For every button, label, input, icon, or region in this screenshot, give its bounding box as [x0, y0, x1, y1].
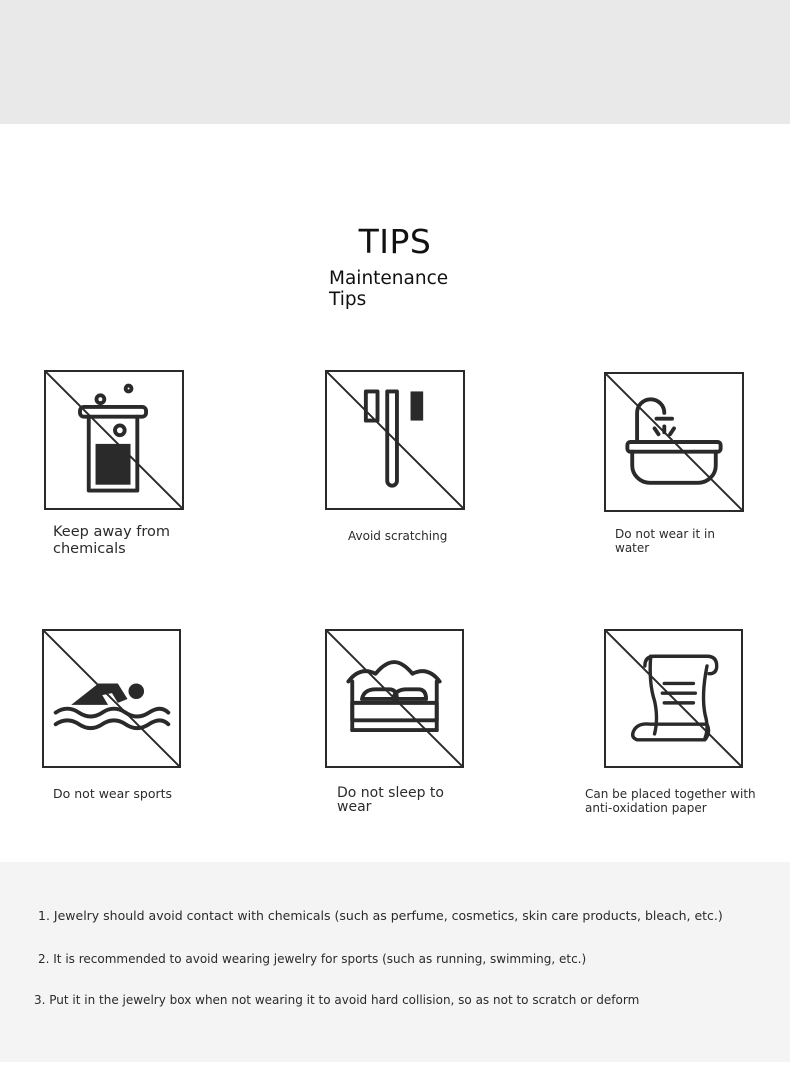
tip-label-chemicals: Keep away from chemicals — [53, 524, 171, 557]
tip-scratching-card — [325, 370, 465, 510]
tip-label-water: Do not wear it in water — [615, 527, 715, 555]
tip-chemicals-card — [44, 370, 184, 510]
note-1: 1. Jewelry should avoid contact with chemicals (such as perfume, cosmetics, skin care products, bleach, etc.) — [38, 908, 723, 923]
tip-label-sleep: Do not sleep to wear — [337, 785, 444, 815]
note-3: 3. Put it in the jewelry box when not wearing it to avoid hard collision, so as not to scratch or deform — [34, 993, 640, 1007]
chemical-beaker-icon — [46, 372, 182, 508]
swimmer-icon — [44, 631, 179, 766]
scratch-tool-icon — [327, 372, 463, 508]
tip-sleep-card — [325, 629, 464, 768]
tip-label-paper: Can be placed together with anti-oxidation paper — [585, 787, 756, 815]
bed-icon — [327, 631, 462, 766]
tip-paper-card — [604, 629, 743, 768]
bathtub-icon — [606, 374, 742, 510]
page-title: TIPS — [358, 222, 432, 261]
tip-label-sports: Do not wear sports — [53, 786, 173, 801]
page-subtitle: Maintenance Tips — [329, 268, 449, 310]
tip-label-scratching: Avoid scratching — [348, 529, 448, 543]
tip-water-card — [604, 372, 744, 512]
note-2: 2. It is recommended to avoid wearing jewelry for sports (such as running, swimming, etc.) — [38, 952, 587, 966]
paper-scroll-icon — [606, 631, 741, 766]
top-banner — [0, 0, 790, 124]
tip-sports-card — [42, 629, 181, 768]
